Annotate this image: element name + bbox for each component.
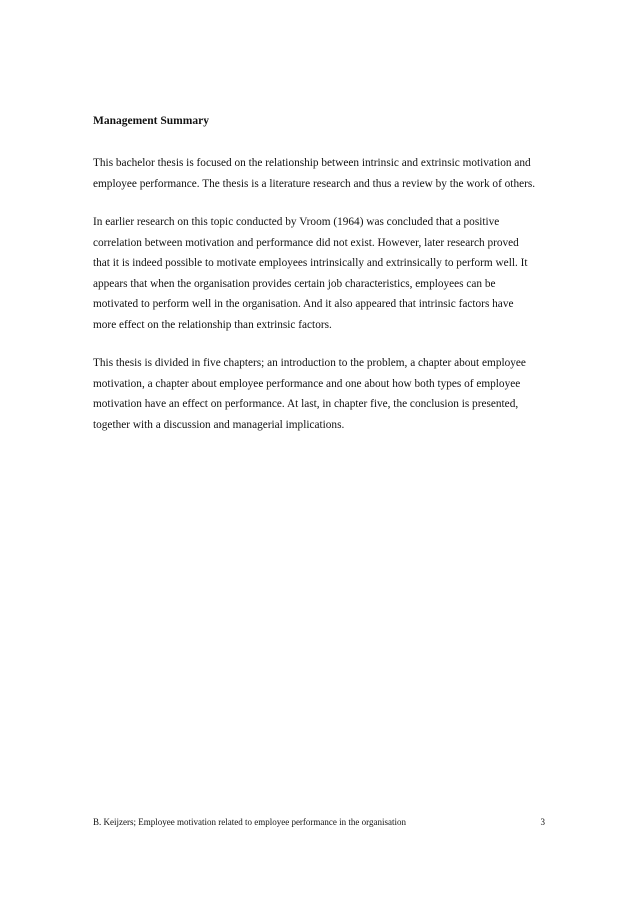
footer-text: B. Keijzers; Employee motivation related to employee performance in the organisation bbox=[93, 817, 406, 827]
text-line: employee performance. The thesis is a literature research and thus a review by the work of others. bbox=[93, 177, 536, 190]
text-line: correlation between motivation and performance did not exist. However, later research proved bbox=[93, 236, 519, 249]
text-line: motivation have an effect on performance. At last, in chapter five, the conclusion is presented, bbox=[93, 398, 519, 410]
page-content bbox=[93, 112, 563, 453]
text-line: appears that when the organisation provides certain job characteristics, employees can be bbox=[93, 277, 496, 290]
paragraph-structure bbox=[93, 353, 563, 435]
text-line: motivated to perform well in the organisation. And it also appeared that intrinsic factors have bbox=[93, 298, 514, 310]
section-heading: Management Summary bbox=[93, 115, 209, 127]
text-line: In earlier research on this topic conducted by Vroom (1964) was concluded that a positive bbox=[93, 216, 500, 228]
paragraph-research bbox=[93, 212, 563, 335]
text-line: together with a discussion and managerial implications. bbox=[93, 418, 345, 431]
text-line: motivation, a chapter about employee performance and one about how both types of employee bbox=[93, 377, 521, 390]
text-line: This bachelor thesis is focused on the relationship between intrinsic and extrinsic motivation and bbox=[93, 157, 531, 169]
text-line: This thesis is divided in five chapters; an introduction to the problem, a chapter about employee bbox=[93, 357, 526, 369]
text-line: more effect on the relationship than extrinsic factors. bbox=[93, 318, 332, 331]
paragraph-intro bbox=[93, 153, 563, 194]
page-number: 3 bbox=[540, 817, 545, 827]
text-line: that it is indeed possible to motivate employees intrinsically and extrinsically to perform well. It bbox=[93, 257, 528, 269]
